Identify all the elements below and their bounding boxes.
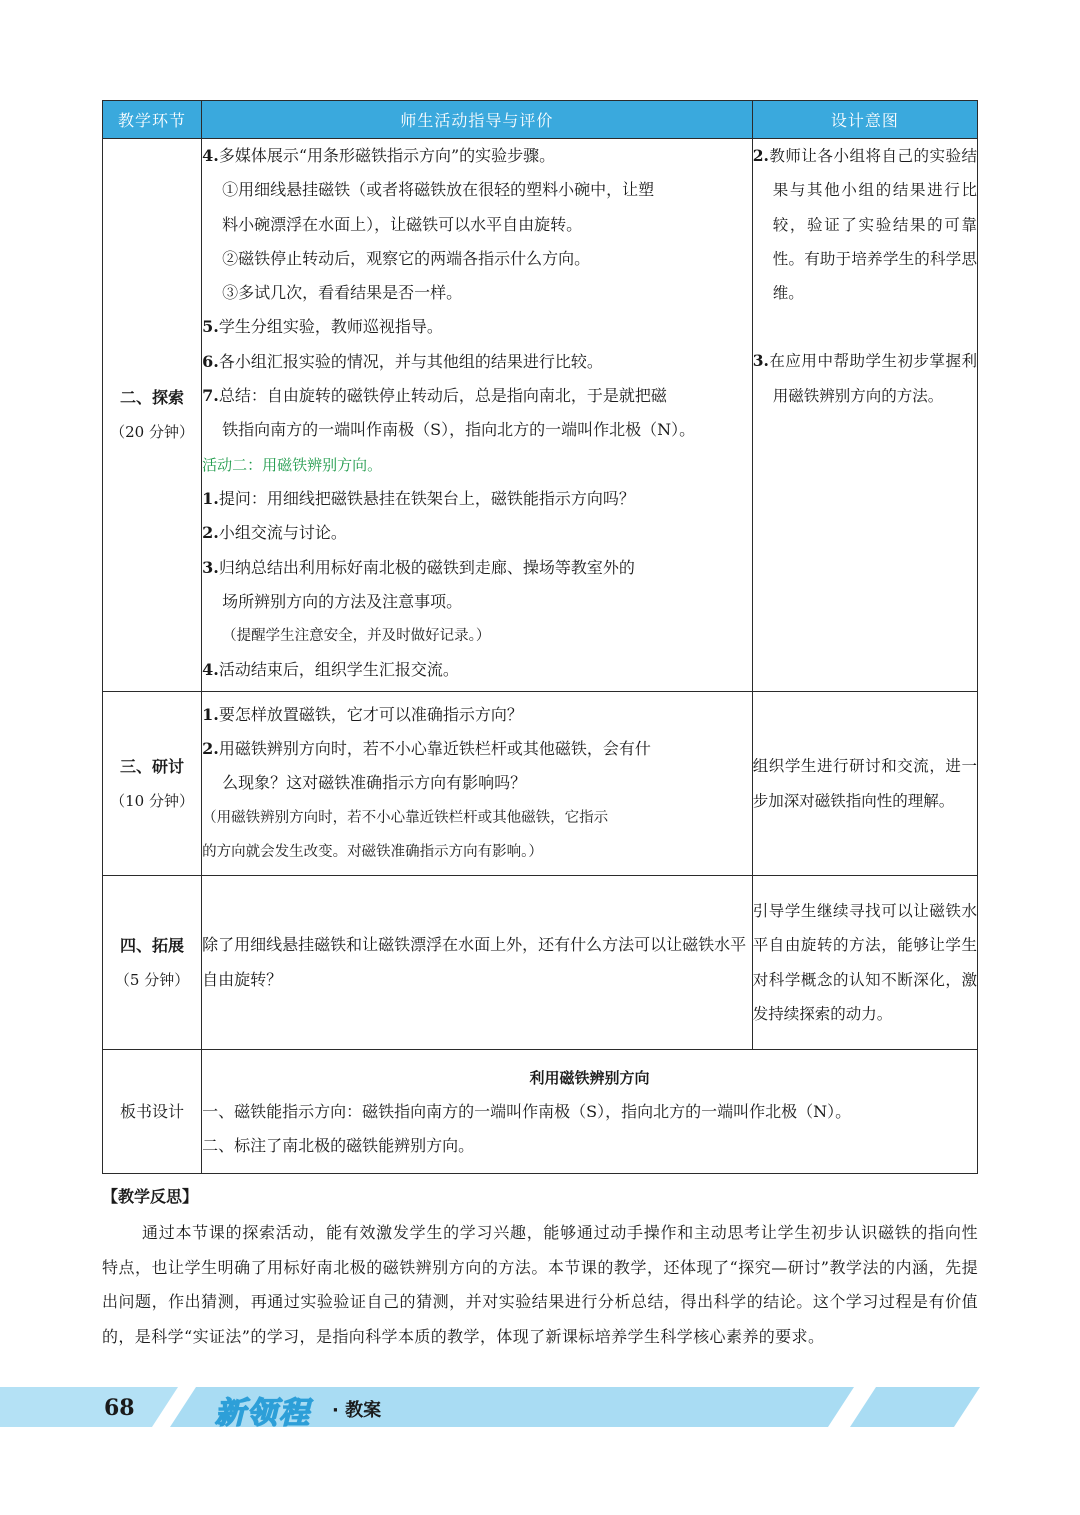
activity-line: 场所辨别方向的方法及注意事项。 <box>222 591 463 611</box>
intent-item: 2.教师让各小组将自己的实验结果与其他小组的结果进行比较，验证了实验结果的可靠性。有助于培养学生的科学思维。 <box>752 146 977 303</box>
lesson-plan-table <box>102 100 978 1174</box>
activity-text: 除了用细线悬挂磁铁和让磁铁漂浮在水面上外，还有什么方法可以让磁铁水平自由旋转？ <box>202 935 747 989</box>
intent-cell-explore <box>752 139 977 692</box>
table-row-extend <box>103 876 978 1050</box>
intent-cell-discuss <box>752 692 977 876</box>
activity-cell-explore <box>202 139 753 692</box>
activity-line: ②磁铁停止转动后，观察它的两端各指示什么方向。 <box>222 248 591 268</box>
stage-time: （5 分钟） <box>114 970 190 989</box>
board-line: 一、磁铁能指示方向：磁铁指向南方的一端叫作南极（S），指向北方的一端叫作北极（N）。 <box>202 1101 852 1121</box>
stage-cell-board <box>103 1050 202 1174</box>
stage-time: （10 分钟） <box>110 791 194 810</box>
stage-name: 三、研讨 <box>120 756 185 776</box>
activity-line: 2.小组交流与讨论。 <box>202 523 347 543</box>
activity-line: 3.归纳总结出利用标好南北极的磁铁到走廊、操场等教室外的 <box>202 557 635 577</box>
intent-item: 3.在应用中帮助学生初步掌握利用磁铁辨别方向的方法。 <box>752 351 977 405</box>
activity-note: （提醒学生注意安全，并及时做好记录。） <box>222 628 491 645</box>
table-header-row <box>103 101 978 139</box>
intent-text: 引导学生继续寻找可以让磁铁水平自由旋转的方法，能够让学生对科学概念的认知不断深化，激发持续探索的动力。 <box>752 901 977 1023</box>
activity-line: 6.各小组汇报实验的情况，并与其他组的结果进行比较。 <box>202 351 603 371</box>
stage-cell-discuss <box>103 692 202 876</box>
brand-subtitle: · 教案 <box>332 1400 382 1421</box>
header-stage: 教学环节 <box>103 101 202 139</box>
activity-line: 1.要怎样放置磁铁，它才可以准确指示方向？ <box>202 704 523 724</box>
activity-cell-extend <box>202 876 753 1050</box>
intent-cell-extend <box>752 876 977 1050</box>
activity-note: 的方向就会发生改变。对磁铁准确指示方向有影响。） <box>202 843 543 860</box>
stage-name: 二、探索 <box>120 388 185 407</box>
activity-line: 5.学生分组实验，教师巡视指导。 <box>202 317 443 337</box>
header-intent: 设计意图 <box>752 101 977 139</box>
activity-line: 铁指向南方的一端叫作南极（S），指向北方的一端叫作北极（N）。 <box>222 420 696 440</box>
activity-line: 料小碗漂浮在水面上），让磁铁可以水平自由旋转。 <box>222 214 583 234</box>
stage-cell-explore <box>103 139 202 692</box>
activity-line: 1.提问：用细线把磁铁悬挂在铁架台上，磁铁能指示方向吗？ <box>202 488 635 508</box>
stage-name: 板书设计 <box>120 1101 185 1121</box>
activity-line: 4.多媒体展示“用条形磁铁指示方向”的实验步骤。 <box>202 146 556 165</box>
stage-cell-extend <box>103 876 202 1050</box>
activity-line: 4.活动结束后，组织学生汇报交流。 <box>202 660 459 680</box>
footer-band <box>0 1387 1080 1431</box>
activity-heading: 活动二：用磁铁辨别方向。 <box>202 455 383 474</box>
activity-line: 7.总结：自由旋转的磁铁停止转动后，总是指向南北，于是就把磁 <box>202 386 667 406</box>
activity-line: ①用细线悬挂磁铁（或者将磁铁放在很轻的塑料小碗中，让塑 <box>222 180 655 200</box>
reflection-body: 通过本节课的探索活动，能有效激发学生的学习兴趣，能够通过动手操作和主动思考让学生初步认识磁铁的指向性特点，也让学生明确了用标好南北极的磁铁辨别方向的方法。本节课的教学，还体现了“探究—研讨”教学法的内涵，先提出问题，作出猜测，再通过实验验证自己的猜测，并对实验结果进行分析总结，得出科学的结论。这个学习过程是有价值的，是科学“实证法”的学习，是指向科学本质的教学，体现了新课标培养学生科学核心素养的要求。 <box>102 1223 978 1346</box>
board-title: 利用磁铁辨别方向 <box>529 1068 650 1087</box>
activity-cell-discuss <box>202 692 753 876</box>
page-number: 68 <box>104 1395 135 1421</box>
table-row-discuss <box>103 692 978 876</box>
board-cell <box>202 1050 978 1174</box>
brand-logo: 新领程 <box>215 1396 311 1431</box>
stage-time: （20 分钟） <box>110 423 194 441</box>
activity-line: 2.用磁铁辨别方向时，若不小心靠近铁栏杆或其他磁铁，会有什 <box>202 739 651 759</box>
stage-name: 四、拓展 <box>120 935 185 955</box>
table-row-board <box>103 1050 978 1174</box>
reflection-title: 【教学反思】 <box>102 1187 199 1206</box>
activity-line: 么现象？这对磁铁准确指示方向有影响吗？ <box>222 773 527 793</box>
footer <box>0 1387 1080 1431</box>
header-activity: 师生活动指导与评价 <box>202 101 753 139</box>
intent-text: 组织学生进行研讨和交流，进一步加深对磁铁指向性的理解。 <box>752 757 977 810</box>
activity-line: ③多试几次，看看结果是否一样。 <box>222 283 463 303</box>
activity-note: （用磁铁辨别方向时，若不小心靠近铁栏杆或其他磁铁，它指示 <box>202 809 609 826</box>
board-line: 二、标注了南北极的磁铁能辨别方向。 <box>202 1135 475 1155</box>
table-row-explore <box>103 139 978 692</box>
